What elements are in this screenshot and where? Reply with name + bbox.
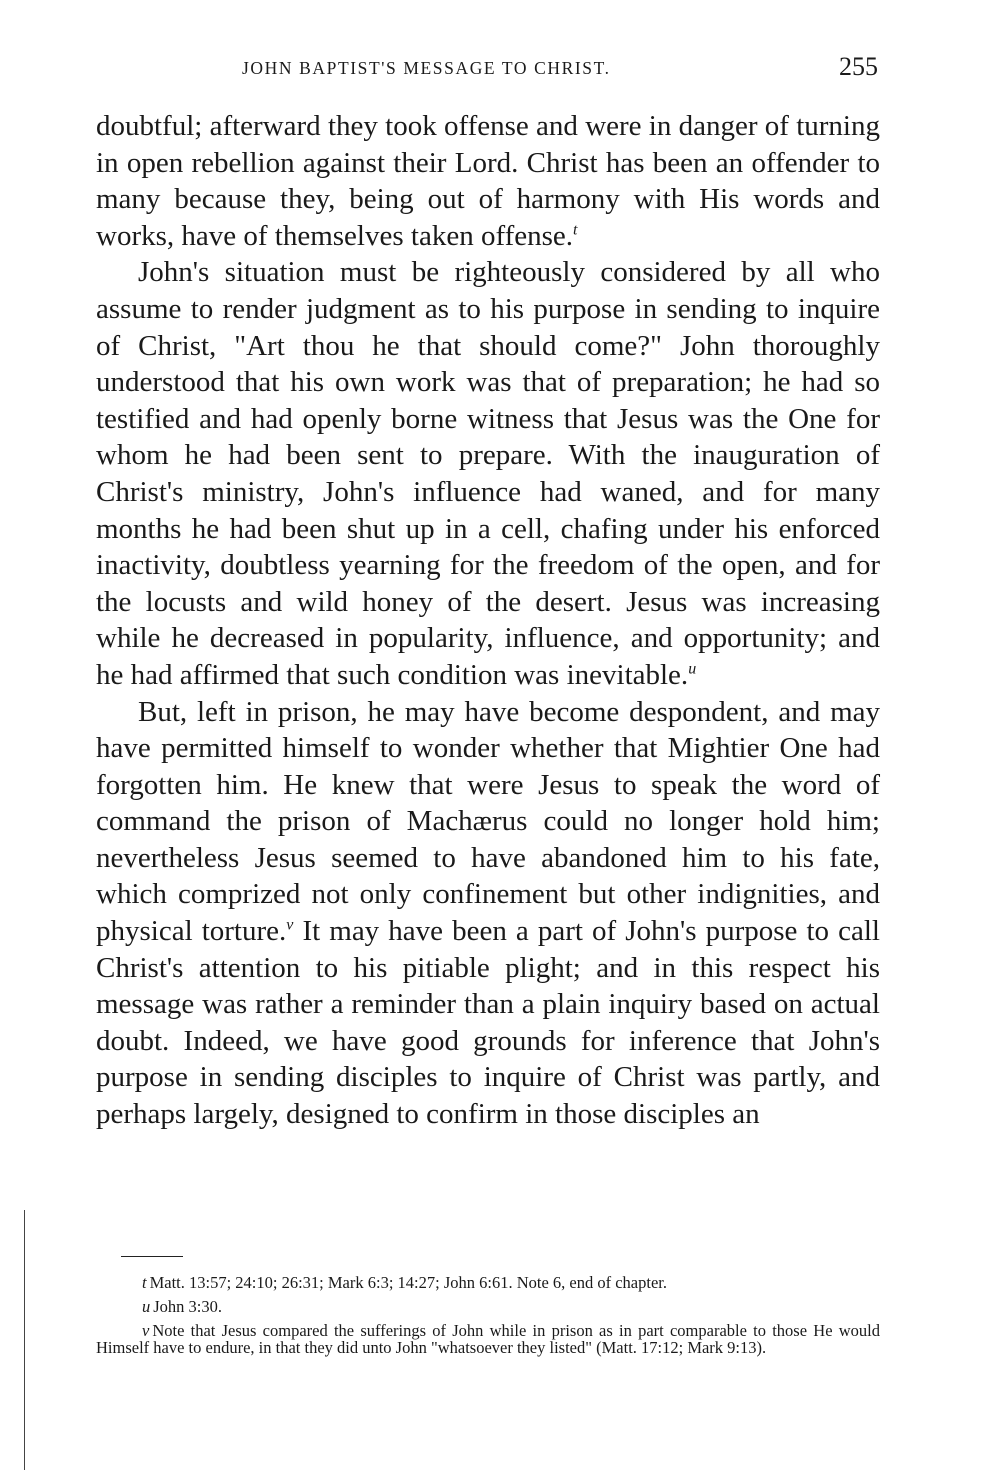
footnotes xyxy=(96,1274,880,1363)
footnote-u xyxy=(96,1298,880,1315)
footnote-text: Matt. 13:57; 24:10; 26:31; Mark 6:3; 14:27; John 6:61. Note 6, end of chapter. xyxy=(149,1273,667,1292)
footnote-key: v xyxy=(142,1321,150,1340)
paragraph-2 xyxy=(96,254,880,693)
footnote-key: u xyxy=(142,1297,151,1316)
footnote-divider xyxy=(121,1256,183,1257)
paragraph-1-text: doubtful; afterward they took offense and were in danger of turning in open rebellion against their Lord. Christ has been an offender to many because they, being out of harmony with His words and works, have of themselves taken offense. xyxy=(96,110,880,252)
footnote-v xyxy=(96,1322,880,1356)
footnote-text: John 3:30. xyxy=(153,1297,223,1316)
page-header xyxy=(96,52,880,92)
paragraph-3-text: But, left in prison, he may have become despondent, and may have permitted himself to wonder whether that Mightier One had forgotten him. He knew that were Jesus to speak the word of command the prison of Machærus could no longer hold him; nevertheless Jesus seemed to have abandoned him to his fate, which comprized not only confinement but other indignities, and physical torture. xyxy=(96,695,880,948)
paragraph-1 xyxy=(96,108,880,254)
footnote-ref-t: t xyxy=(573,221,578,239)
footnote-key: t xyxy=(142,1273,147,1292)
footnote-ref-u: u xyxy=(688,660,697,678)
running-title: JOHN BAPTIST'S MESSAGE TO CHRIST. xyxy=(242,58,611,78)
footnote-t xyxy=(96,1274,880,1291)
body-text xyxy=(96,108,880,1133)
page-number: 255 xyxy=(839,52,878,81)
paragraph-2-text: John's situation must be righteously considered by all who assume to render judgment as to his purpose in sending to inquire of Christ, "Art thou he that should come?" John thoroughly understood that his own work was that of preparation; he had so testified and had openly borne witness that Jesus was the One for whom he had been sent to prepare. With the inauguration of Christ's ministry, John's influence had waned, and for many months he had been shut up in a cell, chafing under his enforced inactivity, doubtless yearning for the freedom of the open, and for the locusts and wild honey of the desert. Jesus was increasing while he decreased in popularity, influence, and opportunity; and he had affirmed that such condition was inevitable. xyxy=(96,256,880,691)
margin-mark xyxy=(24,1210,25,1470)
footnote-text: Note that Jesus compared the sufferings of John while in prison as in part comparable to those He would Himself have to endure, in that they did unto John "whatsoever they listed" (Matt. 17:12; Mark 9:13). xyxy=(96,1321,880,1357)
paragraph-3 xyxy=(96,694,880,1133)
footnote-ref-v: v xyxy=(286,916,294,934)
paragraph-3-text-cont: It may have been a part of John's purpose to call Christ's attention to his pitiable plight; and in this respect his message was rather a reminder than a plain inquiry based on actual doubt. Indeed, we have good grounds for inference that John's purpose in sending disciples to inquire of Christ was partly, and perhaps largely, designed to confirm in those disciples an xyxy=(96,915,880,1131)
